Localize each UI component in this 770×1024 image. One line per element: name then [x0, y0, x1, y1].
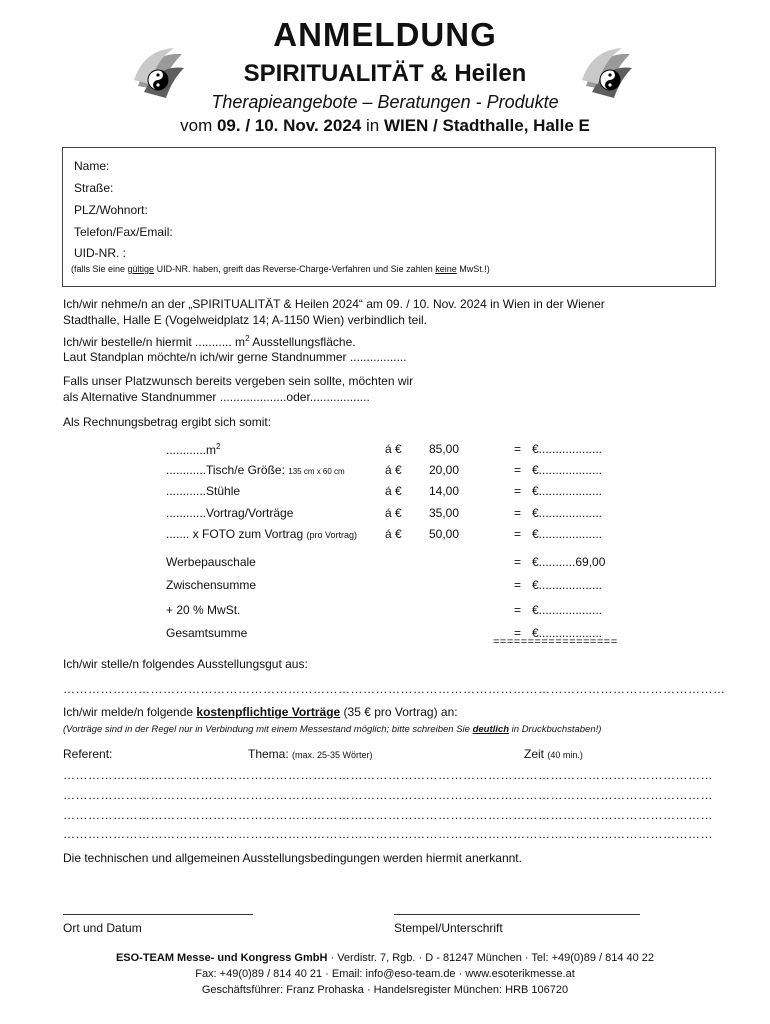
price-row-eq: = — [514, 484, 522, 498]
price-row-item: ............Vortrag/Vorträge — [166, 506, 294, 520]
zip-city-field[interactable]: PLZ/Wohnort: — [74, 203, 148, 217]
terms-acceptance: Die technischen und allgemeinen Ausstellungsbedingungen werden hiermit anerkannt. — [63, 851, 522, 865]
exhibits-label: Ich/wir stelle/n folgendes Ausstellungsgut aus: — [63, 657, 308, 671]
price-row-price: 50,00 — [428, 527, 459, 541]
price-row-price: 35,00 — [428, 506, 459, 520]
exhibits-input-line[interactable]: …………………………………………………………………………………………………………………………………………… — [63, 682, 726, 696]
stand-number-line: Laut Standplan möchte/n ich/wir gerne Standnummer ................. — [63, 350, 407, 364]
yin-yang-logo-icon — [130, 46, 190, 106]
participation-line-2: Stadthalle, Halle E (Vogelweidplatz 14; A-1150 Wien) verbindlich teil. — [63, 313, 427, 327]
subtotal-label: Zwischensumme — [166, 578, 257, 592]
invoice-intro: Als Rechnungsbetrag ergibt sich somit: — [63, 415, 272, 429]
event-date-location: vom 09. / 10. Nov. 2024 in WIEN / Stadthalle, Halle E — [180, 116, 590, 135]
contact-field[interactable]: Telefon/Fax/Email: — [74, 225, 173, 239]
price-row-total[interactable]: €................... — [532, 506, 603, 520]
name-field[interactable]: Name: — [74, 159, 110, 173]
column-time: Zeit (40 min.) — [524, 747, 583, 761]
total-label: Gesamtsumme — [166, 626, 248, 640]
price-row-at: á € — [385, 484, 402, 498]
price-row-eq: = — [514, 527, 522, 541]
price-row-at: á € — [385, 527, 402, 541]
subtotal-eq: = — [514, 578, 522, 592]
event-tagline: Therapieangebote – Beratungen - Produkte — [211, 92, 559, 112]
price-row-item: ............Tisch/e Größe: 135 cm x 60 cm — [166, 463, 345, 477]
yin-yang-logo-icon — [578, 46, 638, 106]
order-area-line: Ich/wir bestelle/n hiermit ........... $m^2$ Ausstellungsfläche. — [63, 334, 356, 349]
signature-line[interactable] — [394, 914, 640, 915]
price-row-total[interactable]: €................... — [532, 484, 603, 498]
alternative-line-1: Falls unser Platzwunsch bereits vergeben sein sollte, möchten wir — [63, 374, 414, 388]
vat-eq: = — [514, 603, 522, 617]
page-title: ANMELDUNG — [273, 16, 497, 53]
price-row-total[interactable]: €................... — [532, 527, 603, 541]
flat-fee-eq: = — [514, 555, 522, 569]
lectures-note: (Vorträge sind in der Regel nur in Verbindung mit einem Messestand möglich; bitte schreiben Sie deutlich in Druckbuchstaben!) — [63, 724, 602, 735]
price-row-eq: = — [514, 463, 522, 477]
flat-fee-value: €...........69,00 — [532, 555, 606, 569]
event-name: SPIRITUALITÄT & Heilen — [243, 60, 527, 87]
uid-note: (falls Sie eine gültige UID-NR. haben, greift das Reverse-Charge-Verfahren und Sie zahlen keine MwSt.!) — [71, 264, 490, 274]
lecture-input-line[interactable]: ………………………………………………………………………………………………………………………………………… — [63, 808, 713, 822]
total-eq: = — [514, 626, 522, 640]
street-field[interactable]: Straße: — [74, 181, 114, 195]
price-row-price: 14,00 — [428, 484, 459, 498]
price-row-at: á € — [385, 463, 402, 477]
price-row-at: á € — [385, 506, 402, 520]
price-row-at: á € — [385, 442, 402, 456]
uid-field[interactable]: UID-NR. : — [74, 246, 126, 260]
lectures-intro: Ich/wir melde/n folgende kostenpflichtige Vorträge (35 € pro Vortrag) an: — [63, 705, 458, 719]
lecture-input-line[interactable]: ………………………………………………………………………………………………………………………………………… — [63, 788, 713, 802]
price-row-eq: = — [514, 442, 522, 456]
price-row-total[interactable]: €................... — [532, 442, 603, 456]
subtotal-value[interactable]: €................... — [532, 578, 603, 592]
participation-line-1: Ich/wir nehme/n an der „SPIRITUALITÄT & Heilen 2024“ am 09. / 10. Nov. 2024 in Wien in der Wiener — [63, 297, 605, 311]
vat-label: + 20 % MwSt. — [166, 603, 241, 617]
price-row-price: 85,00 — [428, 442, 459, 456]
footer-registry: Geschäftsführer: Franz Prohaska · Handelsregister München: HRB 106720 — [201, 984, 569, 996]
footer-contact: Fax: +49(0)89 / 814 40 21 · Email: info@eso-team.de · www.esoterikmesse.at — [195, 968, 575, 980]
price-row-eq: = — [514, 506, 522, 520]
flat-fee-label: Werbepauschale — [166, 555, 256, 569]
column-speaker: Referent: — [63, 747, 113, 761]
place-date-line[interactable] — [63, 914, 253, 915]
price-row-item: $............m^2$ — [166, 442, 221, 457]
price-row-price: 20,00 — [428, 463, 459, 477]
vat-value[interactable]: €................... — [532, 603, 603, 617]
column-topic: Thema: (max. 25-35 Wörter) — [248, 747, 373, 761]
price-row-item: ....... x FOTO zum Vortrag (pro Vortrag) — [166, 527, 358, 541]
signature-label: Stempel/Unterschrift — [394, 921, 503, 935]
place-date-label: Ort und Datum — [63, 921, 142, 935]
price-row-item: ............Stühle — [166, 484, 241, 498]
lecture-input-line[interactable]: ………………………………………………………………………………………………………………………………………… — [63, 827, 713, 841]
footer-company-address: ESO-TEAM Messe- und Kongress GmbH · Verdistr. 7, Rgb. · D - 81247 München · Tel: +49(0)89 / 814 40 22 — [115, 952, 655, 964]
alternative-line-2: als Alternative Standnummer ....................oder.................. — [63, 390, 370, 404]
lecture-input-line[interactable]: ………………………………………………………………………………………………………………………………………… — [63, 768, 713, 782]
total-double-line: ================== — [493, 636, 618, 648]
price-row-total[interactable]: €................... — [532, 463, 603, 477]
total-value[interactable]: €................... — [532, 626, 603, 640]
